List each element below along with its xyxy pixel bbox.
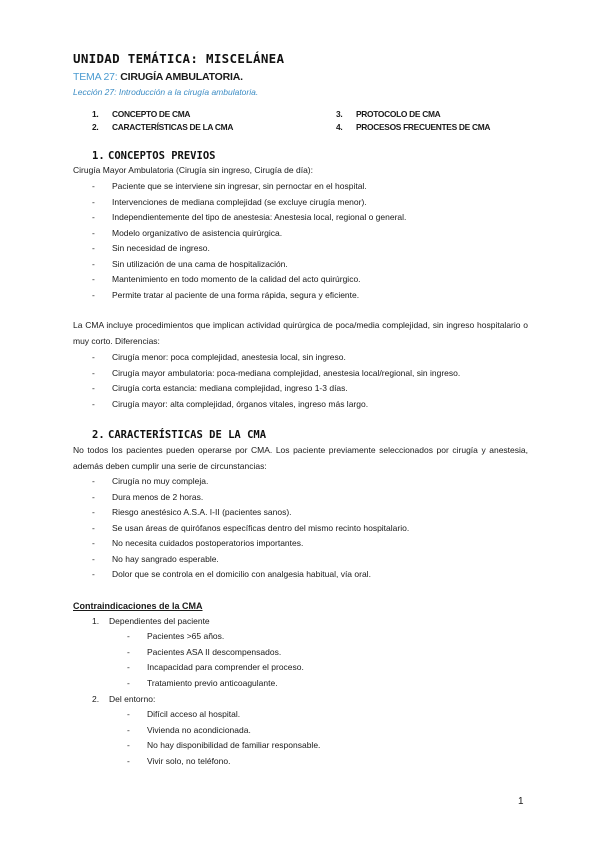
toc-item: 3. PROTOCOLO DE CMA xyxy=(336,109,441,119)
toc-right xyxy=(336,108,490,134)
section1-paragraph: La CMA incluye procedimientos que implican actividad quirúrgica de poca/media complejidad, sin ingreso hospitalario o muy corto. Diferencias: xyxy=(73,320,528,346)
topic-name: CIRUGÍA AMBULATORIA. xyxy=(117,71,243,83)
lesson-subtitle: Lección 27: Introducción a la cirugía ambulatoria. xyxy=(73,87,259,97)
section-heading: 2. CARACTERÍSTICAS DE LA CMA xyxy=(92,429,267,441)
toc-left xyxy=(92,108,233,134)
toc-item: 1. CONCEPTO DE CMA xyxy=(92,109,191,119)
section-heading: 1. CONCEPTOS PREVIOS xyxy=(92,150,216,162)
contra-group-2 xyxy=(92,692,155,708)
toc-item: 4. PROCESOS FRECUENTES DE CMA xyxy=(336,122,491,132)
document-title: UNIDAD TEMÁTICA: MISCELÁNEA xyxy=(73,51,285,66)
section2-intro: No todos los pacientes pueden operarse por CMA. Los paciente previamente seleccionados por cirugía y anestesia, además deben cumplir una serie de circunstancias: xyxy=(73,445,528,471)
page-number: 1 xyxy=(518,796,524,807)
contraindications-heading: Contraindicaciones de la CMA xyxy=(73,601,203,611)
contra-group-label: 2. Del entorno: xyxy=(92,694,156,704)
section1-intro: Cirugía Mayor Ambulatoria (Cirugía sin ingreso, Cirugía de día): xyxy=(73,165,313,175)
topic-number: TEMA 27: xyxy=(73,71,118,83)
toc-item: 2. CARACTERÍSTICAS DE LA CMA xyxy=(92,122,234,132)
topic-heading xyxy=(73,71,243,83)
document-page: UNIDAD TEMÁTICA: MISCELÁNEA TEMA 27: CIRUGÍA AMBULATORIA. Lección 27: Introducción a la cirugía ambulatoria. 1. CONCEPTO DE CMA 2. CARACTERÍSTICAS DE LA CMA 3. PROTOCOLO DE CMA 4. PROCESOS FRECUENTES DE CMA 1. CONCEPTOS PREVIOS Cirugía Mayor Ambulatoria (Cirugía sin ingreso, Cirugía de día): - Paciente que se interviene sin ingresar, sin pernoctar en el hospital. - Intervenciones de mediana complejidad (se excluye cirugía menor). - Independientemente del tipo de anestesia: Anestesia local, regional o general. - Modelo organizativo de asistencia quirúrgica. - Sin necesidad de ingreso. - Sin utilización de una cama de hospitalización. - Mantenimiento en todo momento de la calidad del acto quirúrgico. - Permite tratar al paciente de una forma rápida, segura y eficiente. La CMA incluye procedimientos que implican actividad quirúrgica de poca/media complejidad, sin ingreso hospitalario o muy corto. Diferencias: - Cirugía menor: poca complejidad, anestesia local, sin ingreso. - Cirugía mayor ambulatoria: poca-mediana complejidad, anestesia local/regional, sin ingreso. - Cirugía corta estancia: mediana complejidad, ingreso 1-3 días. - Cirugía mayor: alta complejidad, órganos vitales, ingreso más largo. 2. CARACTERÍSTICAS DE LA CMA No todos los pacientes pueden operarse por CMA. Los paciente previamente seleccionados por cirugía y anestesia, además deben cumplir una serie de circunstancias: - Cirugía no muy compleja. - Dura menos de 2 horas. - Riesgo anestésico A.S.A. I-II (pacientes sanos). - Se usan áreas de quirófanos específicas dentro del mismo recinto hospitalario. - No necesita cuidados postoperatorios importantes. - No hay sangrado esperable. - Dolor que se controla en el domicilio con analgesia habitual, vía oral. Contraindicaciones de la CMA 1. Dependientes del paciente - Pacientes >65 años. - Pacientes ASA II descompensados. - Incapacidad para comprender el proceso. - Tratamiento previo anticoagulante. 2. Del entorno: - Difícil acceso al hospital. - Vivienda no acondicionada. - No hay disponibilidad de familiar responsable. - Vivir solo, no teléfono. 1 xyxy=(73,51,528,807)
contra-group-label: 1. Dependientes del paciente xyxy=(92,616,210,626)
contra-group-1 xyxy=(92,614,210,630)
